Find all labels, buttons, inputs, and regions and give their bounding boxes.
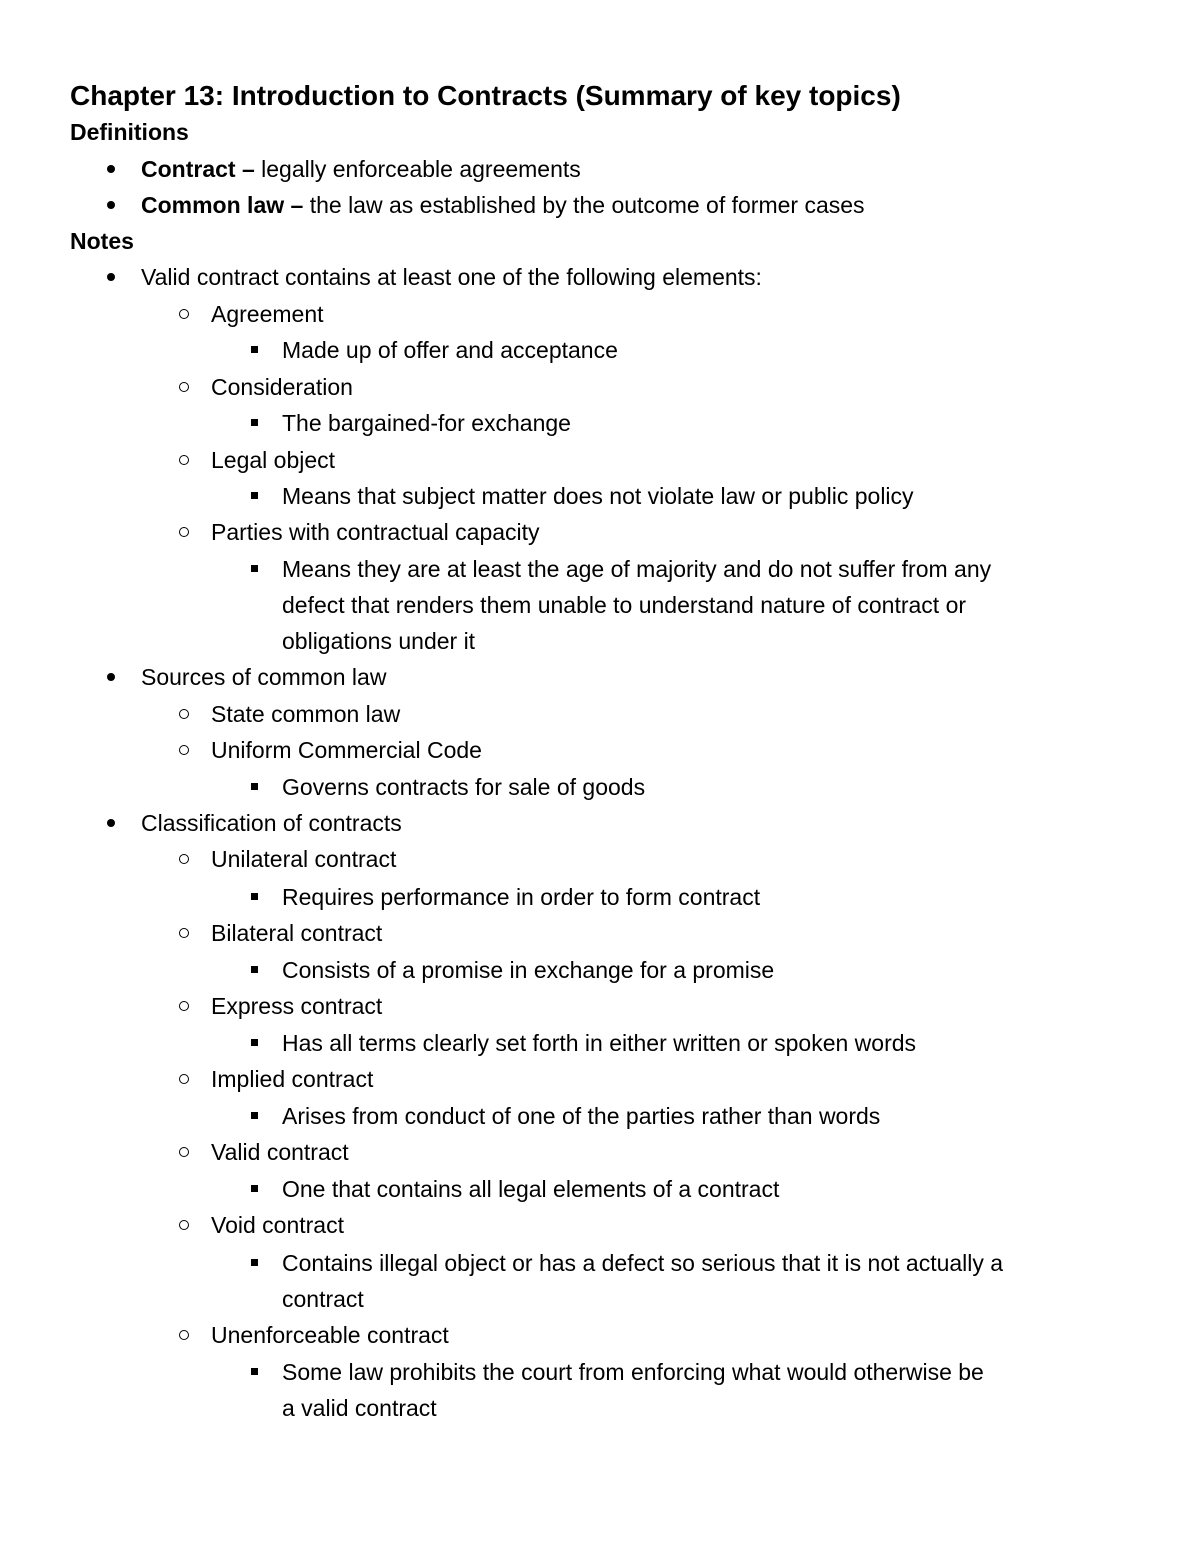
sub-list-item (173, 733, 482, 767)
bullet-circle-icon (179, 745, 189, 755)
bullet-circle-icon (179, 382, 189, 392)
detail-item-continuation: obligations under it (282, 628, 476, 654)
bullet-dot-icon (107, 673, 115, 681)
bullet-circle-icon (179, 1147, 189, 1157)
detail-item (245, 1099, 880, 1133)
definition-separator: – (235, 156, 262, 182)
detail-item-text: Means that subject matter does not violate law or public policy (282, 483, 914, 509)
detail-item-text: Contains illegal object or has a defect so serious that it is not actually a (282, 1250, 1004, 1276)
bullet-circle-icon (179, 1330, 189, 1340)
definition-term: Contract (141, 156, 236, 182)
detail-item-continuation: contract (282, 1286, 364, 1312)
list-item (103, 806, 402, 840)
detail-item (245, 406, 571, 440)
sub-list-item-text: Bilateral contract (211, 920, 383, 946)
detail-item-text: Means they are at least the age of majority and do not suffer from any (282, 556, 992, 582)
detail-item (245, 479, 914, 513)
sub-list-item-text: Unenforceable contract (211, 1322, 449, 1348)
list-item (103, 260, 762, 294)
bullet-circle-icon (179, 527, 189, 537)
detail-item (245, 333, 618, 367)
bullet-dot-icon (107, 165, 115, 173)
detail-item-text: Arises from conduct of one of the parties rather than words (282, 1103, 881, 1129)
sub-list-item-text: Void contract (211, 1212, 344, 1238)
bullet-square-icon (251, 346, 258, 353)
detail-item-text: Consists of a promise in exchange for a promise (282, 957, 775, 983)
sub-list-item-text: Parties with contractual capacity (211, 519, 540, 545)
sub-list-item-text: Implied contract (211, 1066, 374, 1092)
detail-item-text: Has all terms clearly set forth in either written or spoken words (282, 1030, 917, 1056)
definition-term: Common law (141, 192, 285, 218)
definition-item (103, 188, 865, 222)
sub-list-item (173, 989, 382, 1023)
sub-list-item (173, 515, 540, 549)
list-item-text: Valid contract contains at least one of the following elements: (141, 264, 762, 290)
bullet-square-icon (251, 966, 258, 973)
sub-list-item (173, 297, 324, 331)
sub-list-item (173, 443, 335, 477)
sub-list-item (173, 1062, 373, 1096)
detail-item-text: Some law prohibits the court from enforcing what would otherwise be (282, 1359, 984, 1385)
detail-item (245, 1026, 916, 1060)
bullet-square-icon (251, 419, 258, 426)
definition-text: legally enforceable agreements (261, 156, 581, 182)
sub-list-item-text: Express contract (211, 993, 383, 1019)
sub-list-item (173, 1135, 349, 1169)
sub-list-item (173, 842, 396, 876)
definition-item (103, 152, 581, 186)
bullet-circle-icon (179, 1074, 189, 1084)
bullet-circle-icon (179, 854, 189, 864)
detail-item-continuation: defect that renders them unable to understand nature of contract or (282, 592, 967, 618)
page-title: Chapter 13: Introduction to Contracts (Summary of key topics) (70, 80, 901, 111)
bullet-square-icon (251, 492, 258, 499)
bullet-square-icon (251, 1368, 258, 1375)
detail-item (245, 770, 645, 804)
bullet-square-icon (251, 1259, 258, 1266)
list-item (103, 660, 386, 694)
bullet-dot-icon (107, 273, 115, 281)
bullet-dot-icon (107, 201, 115, 209)
list-item-text: Sources of common law (141, 664, 387, 690)
bullet-square-icon (251, 565, 258, 572)
detail-item-text: Made up of offer and acceptance (282, 337, 618, 363)
sub-list-item-text: Legal object (211, 447, 336, 473)
sub-list-item-text: State common law (211, 701, 401, 727)
sub-list-item-text: Agreement (211, 301, 324, 327)
bullet-square-icon (251, 783, 258, 790)
bullet-square-icon (251, 1185, 258, 1192)
definitions-heading: Definitions (70, 119, 189, 145)
bullet-square-icon (251, 1112, 258, 1119)
sub-list-item-text: Consideration (211, 374, 353, 400)
sub-list-item-text: Uniform Commercial Code (211, 737, 482, 763)
detail-item-text: The bargained-for exchange (282, 410, 571, 436)
definition-separator: – (284, 192, 310, 218)
detail-item (245, 1172, 779, 1206)
bullet-circle-icon (179, 1001, 189, 1011)
bullet-circle-icon (179, 709, 189, 719)
detail-item (245, 1246, 1003, 1280)
bullet-square-icon (251, 893, 258, 900)
definition-text: the law as established by the outcome of former cases (309, 192, 865, 218)
bullet-circle-icon (179, 1220, 189, 1230)
bullet-circle-icon (179, 928, 189, 938)
bullet-dot-icon (107, 819, 115, 827)
sub-list-item (173, 370, 353, 404)
sub-list-item (173, 916, 382, 950)
detail-item (245, 1355, 984, 1389)
detail-item (245, 880, 760, 914)
detail-item (245, 953, 774, 987)
detail-item-text: Requires performance in order to form contract (282, 884, 761, 910)
sub-list-item-text: Valid contract (211, 1139, 349, 1165)
sub-list-item (173, 697, 400, 731)
sub-list-item-text: Unilateral contract (211, 846, 397, 872)
detail-item-continuation: a valid contract (282, 1395, 437, 1421)
detail-item-text: One that contains all legal elements of a contract (282, 1176, 780, 1202)
bullet-circle-icon (179, 309, 189, 319)
list-item-text: Classification of contracts (141, 810, 402, 836)
sub-list-item (173, 1208, 344, 1242)
notes-heading: Notes (70, 228, 134, 254)
bullet-circle-icon (179, 455, 189, 465)
bullet-square-icon (251, 1039, 258, 1046)
detail-item-text: Governs contracts for sale of goods (282, 774, 646, 800)
sub-list-item (173, 1318, 449, 1352)
detail-item (245, 552, 991, 586)
